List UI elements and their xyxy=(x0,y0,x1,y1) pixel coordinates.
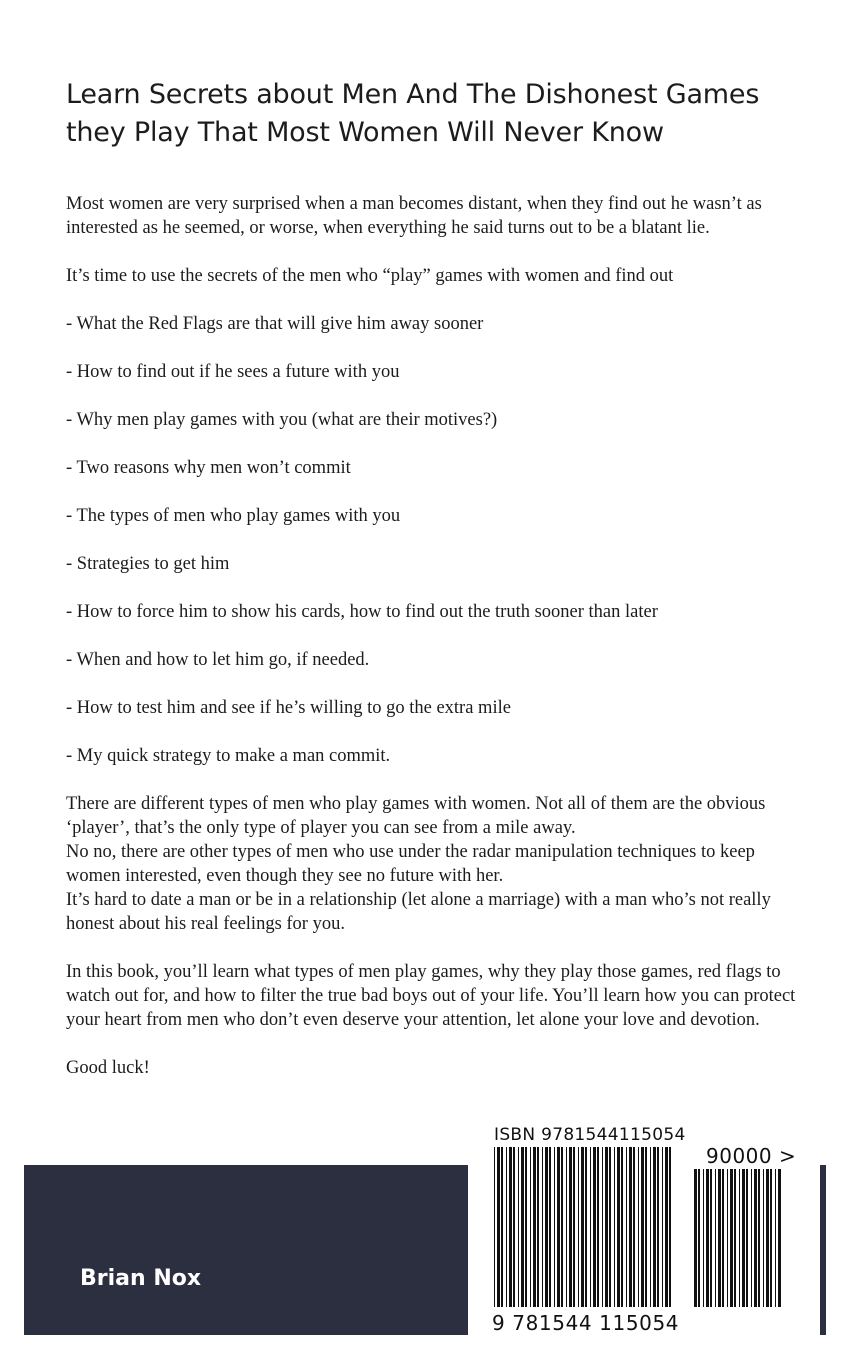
barcode-digits: 9 781544 115054 xyxy=(492,1311,680,1335)
barcode-bar xyxy=(566,1147,567,1307)
barcode-bar xyxy=(734,1169,736,1307)
barcode-panel xyxy=(468,1117,820,1342)
barcode-bar xyxy=(597,1147,599,1307)
barcode-bar xyxy=(590,1147,591,1307)
barcode-bar xyxy=(525,1147,527,1307)
barcode-bar xyxy=(545,1147,548,1307)
barcode-bar xyxy=(662,1147,663,1307)
title-line-1: Learn Secrets about Men And The Dishonest Games xyxy=(66,79,760,110)
addon-barcode-bars xyxy=(694,1169,781,1307)
barcode-bar xyxy=(751,1169,752,1307)
bullet-item: - What the Red Flags are that will give him away sooner xyxy=(66,314,484,334)
barcode-bar xyxy=(739,1169,740,1307)
barcode-bar xyxy=(727,1169,728,1307)
barcode-bar xyxy=(718,1169,721,1307)
barcode-bar xyxy=(621,1147,623,1307)
barcode-bar xyxy=(742,1169,745,1307)
bullet-item: - How to force him to show his cards, how to find out the truth sooner than later xyxy=(66,602,658,622)
barcode-bar xyxy=(657,1147,659,1307)
barcode-bar xyxy=(501,1147,503,1307)
barcode-bar xyxy=(650,1147,651,1307)
barcode-bar xyxy=(641,1147,644,1307)
bullet-item: - Why men play games with you (what are their motives?) xyxy=(66,410,498,430)
barcode-bar xyxy=(569,1147,572,1307)
barcode-bar xyxy=(669,1147,671,1307)
bullet-list xyxy=(66,312,796,768)
closing-line-3: It’s hard to date a man or be in a relationship (let alone a marriage) with a man who’s not really honest about his real feelings for you. xyxy=(66,890,771,934)
bullet-item: - Strategies to get him xyxy=(66,554,230,574)
barcode-bar xyxy=(653,1147,656,1307)
barcode-bar xyxy=(617,1147,620,1307)
blurb xyxy=(66,192,796,1080)
barcode-bar xyxy=(593,1147,596,1307)
price-code: 90000 > xyxy=(706,1144,797,1168)
barcode-bar xyxy=(770,1169,772,1307)
barcode-bar xyxy=(518,1147,519,1307)
title-line-2: they Play That Most Women Will Never Know xyxy=(66,117,664,148)
isbn-barcode-bars xyxy=(494,1147,671,1307)
barcode-bar xyxy=(530,1147,531,1307)
barcode-bar xyxy=(698,1169,700,1307)
barcode-bar xyxy=(746,1169,748,1307)
closing-line-2: No no, there are other types of men who use under the radar manipulation techniques to keep women interested, even though they see no future with her. xyxy=(66,842,755,886)
author-name: Brian Nox xyxy=(80,1266,202,1291)
barcode-bar xyxy=(605,1147,608,1307)
barcode-bar xyxy=(554,1147,555,1307)
barcode-bar xyxy=(585,1147,587,1307)
barcode-bar xyxy=(629,1147,632,1307)
barcode-bar xyxy=(645,1147,647,1307)
barcode-bar xyxy=(710,1169,712,1307)
barcode-bar xyxy=(549,1147,551,1307)
bullet-item: - How to find out if he sees a future with you xyxy=(66,362,400,382)
closing-paragraph-2: In this book, you’ll learn what types of men play games, why they play those games, red flags to watch out for, and how to filter the true bad boys out of your life. You’ll learn how you can protect your heart from men who don’t even deserve your attention, let alone your love and devotion. xyxy=(66,962,796,1030)
barcode-bar xyxy=(754,1169,757,1307)
barcode-bar xyxy=(694,1169,697,1307)
back-cover-title xyxy=(66,76,806,152)
barcode-bar xyxy=(509,1147,512,1307)
barcode-bar xyxy=(715,1169,716,1307)
barcode-bar xyxy=(775,1169,776,1307)
barcode-bar xyxy=(506,1147,507,1307)
signoff: Good luck! xyxy=(66,1058,150,1078)
barcode-bar xyxy=(665,1147,668,1307)
bullet-item: - How to test him and see if he’s willing to go the extra mile xyxy=(66,698,511,718)
barcode-bar xyxy=(766,1169,769,1307)
isbn-label: ISBN 9781544115054 xyxy=(494,1125,686,1145)
bullet-item: - Two reasons why men won’t commit xyxy=(66,458,351,478)
barcode-bar xyxy=(614,1147,615,1307)
barcode-bar xyxy=(494,1147,495,1307)
bullet-item: - My quick strategy to make a man commit. xyxy=(66,746,391,766)
barcode-bar xyxy=(557,1147,560,1307)
barcode-bar xyxy=(633,1147,635,1307)
barcode-bar xyxy=(778,1169,781,1307)
barcode-bar xyxy=(763,1169,764,1307)
barcode-graphic xyxy=(468,1117,820,1342)
barcode-bar xyxy=(542,1147,543,1307)
barcode-bar xyxy=(561,1147,563,1307)
barcode-bar xyxy=(609,1147,611,1307)
barcode-bar xyxy=(533,1147,536,1307)
barcode-bar xyxy=(722,1169,724,1307)
barcode-bar xyxy=(513,1147,515,1307)
intro-paragraph: Most women are very surprised when a man becomes distant, when they find out he wasn’t as interested as he seemed, or worse, when everything he said turns out to be a blatant lie. xyxy=(66,194,762,238)
bullet-item: - When and how to let him go, if needed. xyxy=(66,650,370,670)
barcode-bar xyxy=(730,1169,733,1307)
barcode-bar xyxy=(602,1147,603,1307)
intro-lead-in: It’s time to use the secrets of the men who “play” games with women and find out xyxy=(66,266,674,286)
barcode-bar xyxy=(573,1147,575,1307)
barcode-bar xyxy=(706,1169,709,1307)
barcode-bar xyxy=(578,1147,579,1307)
barcode-bar xyxy=(581,1147,584,1307)
barcode-bar xyxy=(497,1147,500,1307)
barcode-bar xyxy=(521,1147,524,1307)
bullet-item: - The types of men who play games with you xyxy=(66,506,401,526)
barcode-bar xyxy=(626,1147,627,1307)
barcode-bar xyxy=(638,1147,639,1307)
closing-line-1: There are different types of men who play games with women. Not all of them are the obvious ‘player’, that’s the only type of player you can see from a mile away. xyxy=(66,794,766,838)
barcode-bar xyxy=(703,1169,704,1307)
barcode-bar xyxy=(537,1147,539,1307)
barcode-bar xyxy=(758,1169,760,1307)
